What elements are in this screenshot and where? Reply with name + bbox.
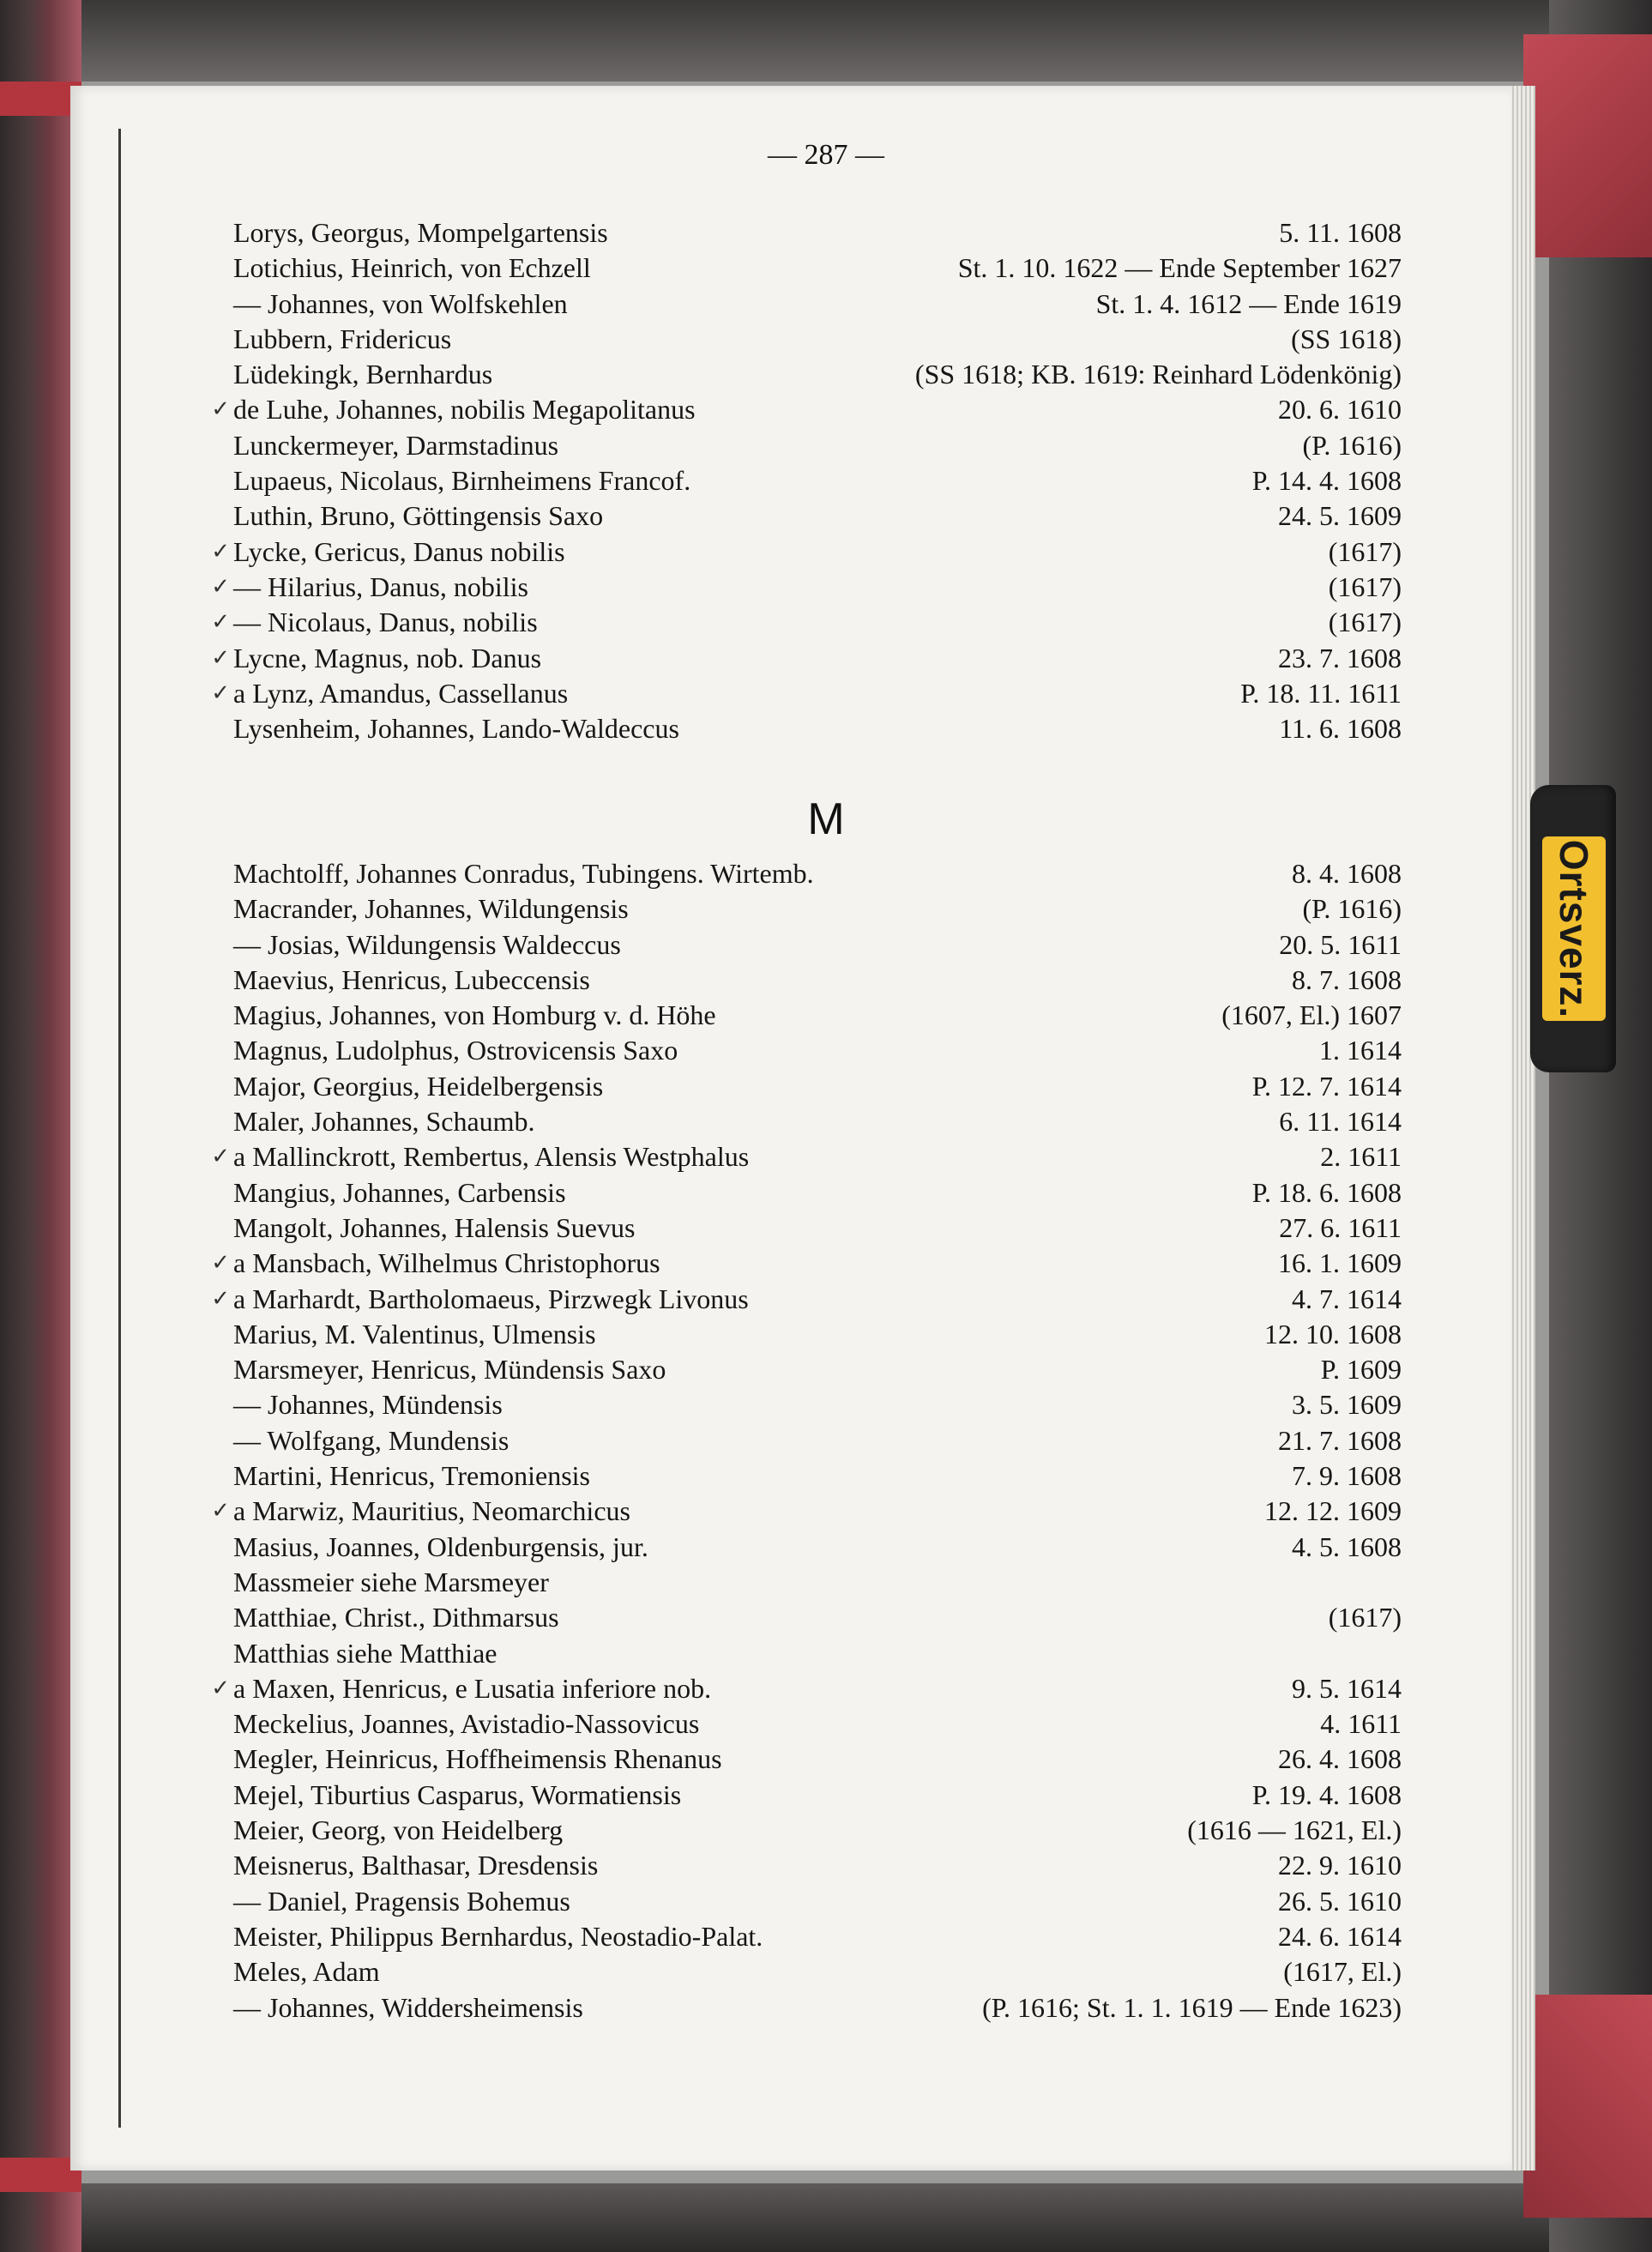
check-mark-icon: ✓ (211, 609, 230, 636)
entry-date: 24. 6. 1614 (1278, 1920, 1402, 1952)
list-item (233, 1175, 1402, 1211)
entry-name: a Marhardt, Bartholomaeus, Pirzwegk Livonus (233, 1283, 749, 1314)
entry-name: Megler, Heinricus, Hoffheimensis Rhenanus (233, 1743, 722, 1775)
entry-name: Magius, Johannes, von Homburg v. d. Höhe (233, 999, 716, 1031)
entry-date: 9. 5. 1614 (1292, 1672, 1402, 1704)
entries-list-l (211, 215, 1402, 746)
entry-date: 8. 7. 1608 (1292, 963, 1402, 995)
entry-name: Lycke, Gericus, Danus nobilis (233, 535, 565, 567)
list-item (233, 1742, 1402, 1777)
entry-date: 20. 6. 1610 (1278, 394, 1402, 426)
entry-name: Meier, Georg, von Heidelberg (233, 1814, 564, 1846)
entry-date: 11. 6. 1608 (1279, 713, 1402, 745)
thumb-index-label-plate (1542, 836, 1606, 1021)
entry-date: 12. 10. 1608 (1264, 1318, 1402, 1349)
entry-name: Machtolff, Johannes Conradus, Tubingens. Wirtemb. (233, 858, 814, 889)
entry-date: P. 19. 4. 1608 (1251, 1778, 1402, 1810)
list-item (233, 1600, 1402, 1635)
entry-name: Marius, M. Valentinus, Ulmensis (233, 1318, 596, 1349)
entry-date: P. 18. 6. 1608 (1251, 1176, 1402, 1208)
list-item (211, 570, 1402, 605)
entry-name: a Mallinckrott, Rembertus, Alensis Westphalus (233, 1141, 750, 1173)
entry-date: St. 1. 4. 1612 — Ende 1619 (1095, 287, 1402, 319)
list-item (233, 1387, 1402, 1422)
list-item (233, 1990, 1402, 2026)
entry-name: Lysenheim, Johannes, Lando-Waldeccus (233, 713, 679, 745)
entry-name: — Josias, Wildungensis Waldeccus (233, 928, 621, 960)
list-item (233, 927, 1402, 963)
book-spine-left (0, 0, 81, 2252)
list-item (233, 1069, 1402, 1104)
check-mark-icon: ✓ (211, 1498, 230, 1524)
entry-name: Massmeier siehe Marsmeyer (233, 1566, 549, 1597)
entry-date: (P. 1616; St. 1. 1. 1619 — Ende 1623) (982, 1991, 1402, 2023)
check-mark-icon: ✓ (211, 679, 230, 706)
entry-name: a Marwiz, Mauritius, Neomarchicus (233, 1495, 630, 1527)
list-item (233, 856, 1402, 891)
list-item (233, 1211, 1402, 1246)
thumb-index-label: Ortsverz. (1552, 839, 1596, 1018)
list-item (233, 1565, 1402, 1600)
list-item (211, 1494, 1402, 1529)
entry-date: 4. 5. 1608 (1292, 1531, 1402, 1562)
list-item (233, 322, 1402, 357)
entry-name: Mangius, Johannes, Carbensis (233, 1176, 566, 1208)
entry-name: Major, Georgius, Heidelbergensis (233, 1070, 604, 1102)
entry-date: (1617) (1328, 535, 1402, 567)
entry-name: Meister, Philippus Bernhardus, Neostadio-Palat. (233, 1920, 763, 1952)
entry-name: Lorys, Georgus, Mompelgartensis (233, 217, 608, 248)
entry-name: — Johannes, Widdersheimensis (233, 1991, 583, 2023)
list-item (233, 1033, 1402, 1068)
list-item (211, 534, 1402, 570)
entry-name: Mejel, Tiburtius Casparus, Wormatiensis (233, 1778, 682, 1810)
check-mark-icon: ✓ (211, 573, 230, 600)
entry-date: (P. 1616) (1302, 429, 1402, 461)
list-item (211, 1246, 1402, 1281)
red-corner-bottom-right (1523, 1995, 1652, 2218)
entry-date: 8. 4. 1608 (1292, 858, 1402, 889)
entry-name: a Maxen, Henricus, e Lusatia inferiore nob. (233, 1672, 712, 1704)
entry-date: 16. 1. 1609 (1278, 1247, 1402, 1279)
book-cover-right (1549, 0, 1652, 2252)
entry-date: 4. 7. 1614 (1292, 1283, 1402, 1314)
entry-name: Lycne, Magnus, nob. Danus (233, 642, 542, 673)
entry-name: Lupaeus, Nicolaus, Birnheimens Francof. (233, 465, 691, 497)
entry-date: 20. 5. 1611 (1279, 928, 1402, 960)
entry-name: Matthiae, Christ., Dithmarsus (233, 1602, 559, 1633)
list-item (233, 963, 1402, 998)
list-item (233, 498, 1402, 534)
entry-name: Macrander, Johannes, Wildungensis (233, 893, 629, 925)
entry-name: Martini, Henricus, Tremoniensis (233, 1460, 590, 1492)
entry-date: 23. 7. 1608 (1278, 642, 1402, 673)
entry-name: Marsmeyer, Henricus, Mündensis Saxo (233, 1354, 666, 1386)
check-mark-icon: ✓ (211, 396, 230, 423)
check-mark-icon: ✓ (211, 1250, 230, 1277)
entry-date: 12. 12. 1609 (1264, 1495, 1402, 1527)
entry-name: — Wolfgang, Mundensis (233, 1424, 509, 1456)
list-item (233, 1778, 1402, 1813)
list-item (233, 1884, 1402, 1919)
entry-date: 1. 1614 (1319, 1035, 1402, 1066)
entry-name: Meles, Adam (233, 1956, 380, 1988)
entry-name: Lotichius, Heinrich, von Echzell (233, 252, 591, 284)
list-item (233, 1954, 1402, 1989)
list-item (233, 1423, 1402, 1458)
check-mark-icon: ✓ (211, 1285, 230, 1312)
list-item (233, 287, 1402, 322)
entry-date: 24. 5. 1609 (1278, 500, 1402, 532)
check-mark-icon: ✓ (211, 1675, 230, 1701)
entry-date: (1617) (1328, 607, 1402, 638)
list-item (233, 1530, 1402, 1565)
entry-name: Lüdekingk, Bernhardus (233, 359, 493, 390)
entry-date: 6. 11. 1614 (1279, 1106, 1402, 1138)
entry-name: Mangolt, Johannes, Halensis Suevus (233, 1211, 636, 1243)
entry-name: a Lynz, Amandus, Cassellanus (233, 677, 569, 709)
entry-name: Masius, Joannes, Oldenburgensis, jur. (233, 1531, 648, 1562)
list-item (233, 1104, 1402, 1139)
entry-date: St. 1. 10. 1622 — Ende September 1627 (957, 252, 1402, 284)
list-item (233, 251, 1402, 286)
book-cover-bottom (0, 2183, 1652, 2252)
list-item (211, 1671, 1402, 1706)
list-item (233, 1706, 1402, 1742)
list-item (233, 1848, 1402, 1883)
list-item (211, 1139, 1402, 1174)
entry-date: (1617) (1328, 571, 1402, 602)
entry-date: 21. 7. 1608 (1278, 1424, 1402, 1456)
entry-name: Meisnerus, Balthasar, Dresdensis (233, 1850, 599, 1881)
entry-name: Lubbern, Fridericus (233, 323, 452, 354)
list-item (233, 215, 1402, 251)
list-item (211, 392, 1402, 427)
list-item (233, 891, 1402, 927)
check-mark-icon: ✓ (211, 1144, 230, 1170)
entry-date: P. 18. 11. 1611 (1240, 677, 1402, 709)
entry-name: Luthin, Bruno, Göttingensis Saxo (233, 500, 604, 532)
spine-red-band-top (0, 82, 81, 116)
entry-name: Meckelius, Joannes, Avistadio-Nassovicus (233, 1708, 700, 1740)
entry-date: 3. 5. 1609 (1292, 1389, 1402, 1421)
entry-date: P. 1609 (1320, 1354, 1402, 1386)
entry-date: (P. 1616) (1302, 893, 1402, 925)
entries-list-m (211, 856, 1402, 2026)
check-mark-icon: ✓ (211, 644, 230, 671)
entry-date: 22. 9. 1610 (1278, 1850, 1402, 1881)
entry-name: a Mansbach, Wilhelmus Christophorus (233, 1247, 660, 1279)
list-item (233, 711, 1402, 746)
spine-red-band-bottom (0, 2158, 81, 2192)
entry-name: Magnus, Ludolphus, Ostrovicensis Saxo (233, 1035, 678, 1066)
list-item (233, 1458, 1402, 1494)
entry-date: 26. 5. 1610 (1278, 1885, 1402, 1917)
entry-name: — Hilarius, Danus, nobilis (233, 571, 528, 602)
list-item (233, 428, 1402, 463)
list-item (233, 1352, 1402, 1387)
entry-name: — Johannes, Mündensis (233, 1389, 503, 1421)
entry-name: — Johannes, von Wolfskehlen (233, 287, 568, 319)
list-item (211, 605, 1402, 640)
entry-name: Maler, Johannes, Schaumb. (233, 1106, 535, 1138)
entry-date: 7. 9. 1608 (1292, 1460, 1402, 1492)
entry-date: P. 14. 4. 1608 (1251, 465, 1402, 497)
gutter-line (118, 129, 121, 2128)
entry-name: de Luhe, Johannes, nobilis Megapolitanus (233, 394, 696, 426)
entry-name: — Daniel, Pragensis Bohemus (233, 1885, 570, 1917)
entry-name: Maevius, Henricus, Lubeccensis (233, 963, 590, 995)
entry-date: 26. 4. 1608 (1278, 1743, 1402, 1775)
entry-date: 4. 1611 (1320, 1708, 1402, 1740)
entry-date: (1616 — 1621, El.) (1187, 1814, 1402, 1846)
page-number: — 287 — (768, 139, 884, 171)
list-item (233, 1317, 1402, 1352)
entry-date: P. 12. 7. 1614 (1251, 1070, 1402, 1102)
check-mark-icon: ✓ (211, 538, 230, 565)
entry-date: (1607, El.) 1607 (1221, 999, 1402, 1031)
entry-name: Lunckermeyer, Darmstadinus (233, 429, 559, 461)
list-item (233, 1636, 1402, 1671)
list-item (211, 676, 1402, 711)
entry-name: Matthias siehe Matthiae (233, 1637, 497, 1669)
entry-date: (1617, El.) (1283, 1956, 1402, 1988)
book-cover-top (0, 0, 1652, 82)
list-item (233, 1813, 1402, 1848)
entry-date: (SS 1618) (1291, 323, 1402, 354)
entry-name: — Nicolaus, Danus, nobilis (233, 607, 538, 638)
list-item (233, 357, 1402, 392)
entry-date: 27. 6. 1611 (1279, 1211, 1402, 1243)
entry-date: 2. 1611 (1320, 1141, 1402, 1173)
entry-date: 5. 11. 1608 (1279, 217, 1402, 248)
list-item (233, 463, 1402, 498)
list-item (211, 641, 1402, 676)
list-item (233, 1919, 1402, 1954)
section-heading: M (807, 794, 845, 844)
list-item (233, 998, 1402, 1033)
entry-date: (SS 1618; KB. 1619: Reinhard Lödenkönig) (914, 359, 1402, 390)
entry-date: (1617) (1328, 1602, 1402, 1633)
list-item (211, 1282, 1402, 1317)
